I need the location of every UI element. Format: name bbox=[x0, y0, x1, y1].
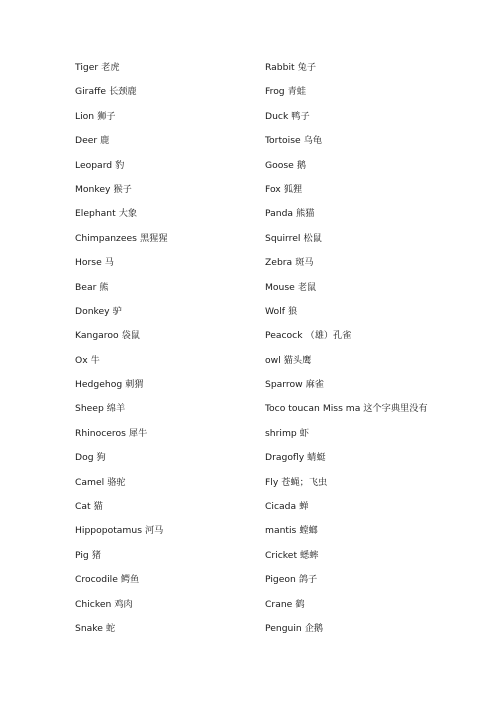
chinese-word: 猴子 bbox=[113, 183, 132, 195]
english-word: Bear bbox=[75, 281, 97, 293]
vocab-entry bbox=[265, 351, 495, 375]
vocab-entry bbox=[265, 424, 495, 448]
vocab-entry bbox=[75, 546, 255, 570]
chinese-word: 老虎 bbox=[101, 62, 120, 73]
english-word: Dragofly bbox=[265, 452, 305, 464]
vocab-entry bbox=[75, 82, 255, 106]
chinese-word: 马 bbox=[104, 257, 114, 269]
vocab-entry bbox=[265, 570, 495, 594]
english-word: Ox bbox=[75, 354, 88, 366]
vocab-entry bbox=[265, 131, 495, 155]
vocab-entry bbox=[75, 351, 255, 375]
chinese-word: 河马 bbox=[145, 525, 164, 537]
vocab-entry bbox=[75, 253, 255, 277]
english-word: Mouse bbox=[265, 281, 295, 293]
vocab-entry bbox=[265, 180, 495, 204]
chinese-word: 蟋蟀 bbox=[300, 549, 319, 561]
english-word: Panda bbox=[265, 208, 294, 220]
chinese-word: 狗 bbox=[96, 452, 106, 464]
chinese-word: 长颈鹿 bbox=[109, 86, 137, 98]
vocab-entry bbox=[75, 58, 255, 82]
vocabulary-list-left bbox=[75, 58, 255, 643]
chinese-word: 刺猬 bbox=[125, 379, 144, 391]
vocab-entry bbox=[75, 131, 255, 155]
english-word: Sparrow bbox=[265, 379, 303, 391]
english-word: Cat bbox=[75, 501, 91, 513]
english-word: Squirrel bbox=[265, 232, 301, 244]
chinese-word: 兔子 bbox=[297, 62, 317, 73]
vocab-entry bbox=[265, 302, 495, 326]
vocab-entry bbox=[265, 278, 495, 302]
english-word: Goose bbox=[265, 159, 294, 171]
chinese-word: 麻雀 bbox=[305, 379, 324, 391]
vocab-entry bbox=[75, 180, 255, 204]
vocab-entry bbox=[265, 473, 495, 497]
vocab-entry bbox=[75, 229, 255, 253]
english-word: Hedgehog bbox=[75, 379, 123, 391]
english-word: Crane bbox=[265, 598, 293, 610]
chinese-word: 绵羊 bbox=[106, 403, 126, 415]
vocab-entry bbox=[75, 107, 255, 131]
english-word: Rhinoceros bbox=[75, 427, 126, 439]
vocab-entry bbox=[265, 521, 495, 545]
vocab-entry bbox=[75, 448, 255, 472]
chinese-word: 螳螂 bbox=[299, 525, 318, 537]
chinese-word: 猫头鹰 bbox=[283, 354, 312, 366]
chinese-word: 大象 bbox=[118, 208, 138, 220]
english-word: Sheep bbox=[75, 403, 104, 415]
english-word: Snake bbox=[75, 622, 103, 634]
vocab-entry bbox=[75, 473, 255, 497]
english-word: Monkey bbox=[75, 183, 111, 195]
chinese-word: （雄）孔雀 bbox=[305, 330, 352, 342]
chinese-word: 鹅 bbox=[296, 159, 306, 171]
vocab-entry bbox=[75, 302, 255, 326]
vocab-entry bbox=[75, 570, 255, 594]
english-word: Cicada bbox=[265, 501, 297, 513]
vocab-entry bbox=[265, 82, 495, 106]
chinese-word: 鸡肉 bbox=[114, 598, 133, 610]
english-word: Pigeon bbox=[265, 574, 296, 586]
vocab-entry bbox=[75, 156, 255, 180]
english-word: Leopard bbox=[75, 159, 113, 171]
vocab-entry bbox=[75, 278, 255, 302]
chinese-word: 斑马 bbox=[295, 257, 314, 269]
english-word: Rabbit bbox=[265, 62, 295, 73]
chinese-word: 苍蝇；飞虫 bbox=[281, 476, 328, 488]
english-word: owl bbox=[265, 354, 281, 366]
english-word: Tiger bbox=[75, 62, 99, 73]
chinese-word: 狼 bbox=[287, 305, 298, 317]
english-word: Pig bbox=[75, 549, 89, 561]
english-word: Hippopotamus bbox=[75, 525, 142, 537]
english-word: Fly bbox=[265, 476, 279, 488]
vocab-entry bbox=[75, 424, 255, 448]
vocab-entry bbox=[75, 521, 255, 545]
english-word: Chimpanzees bbox=[75, 232, 137, 244]
english-word: Tortoise bbox=[265, 135, 301, 147]
chinese-word: 牛 bbox=[90, 354, 100, 366]
chinese-word: 豹 bbox=[115, 159, 125, 171]
chinese-word: 松鼠 bbox=[303, 232, 322, 244]
vocab-entry bbox=[265, 619, 495, 643]
english-word: Giraffe bbox=[75, 86, 107, 98]
chinese-word: 虾 bbox=[299, 427, 309, 439]
chinese-word: 狐狸 bbox=[283, 183, 303, 195]
english-word: Frog bbox=[265, 86, 285, 98]
vocab-entry bbox=[75, 204, 255, 228]
vocab-entry bbox=[265, 448, 495, 472]
english-word: Horse bbox=[75, 257, 102, 269]
chinese-word: 猪 bbox=[91, 549, 101, 561]
english-word: Camel bbox=[75, 476, 105, 488]
vocab-entry bbox=[265, 107, 495, 131]
chinese-word: 老鼠 bbox=[297, 281, 317, 293]
english-word: shrimp bbox=[265, 427, 297, 439]
english-word: Penguin bbox=[265, 622, 302, 634]
vocab-entry bbox=[265, 253, 495, 277]
english-word: Fox bbox=[265, 183, 281, 195]
english-word: Deer bbox=[75, 135, 98, 147]
chinese-word: 猫 bbox=[93, 501, 103, 513]
english-word: Dog bbox=[75, 452, 94, 464]
vocabulary-list-right bbox=[265, 58, 495, 643]
chinese-word: 犀牛 bbox=[128, 427, 148, 439]
vocab-entry bbox=[265, 546, 495, 570]
english-word: Crocodile bbox=[75, 574, 118, 586]
chinese-word: 袋鼠 bbox=[121, 330, 140, 342]
english-word: Peacock bbox=[265, 330, 303, 342]
chinese-word: Miss ma 这个字典里没有 bbox=[322, 403, 428, 415]
vocab-entry bbox=[75, 595, 255, 619]
english-word: Chicken bbox=[75, 598, 112, 610]
vocab-entry bbox=[265, 497, 495, 521]
vocab-entry bbox=[75, 375, 255, 399]
chinese-word: 驴 bbox=[112, 305, 122, 317]
english-word: Toco toucan bbox=[265, 403, 320, 415]
english-word: Duck bbox=[265, 110, 289, 122]
vocab-entry bbox=[75, 326, 255, 350]
vocab-entry bbox=[265, 375, 495, 399]
chinese-word: 熊 bbox=[99, 281, 109, 293]
chinese-word: 黑猩猩 bbox=[139, 232, 168, 244]
vocab-entry bbox=[75, 497, 255, 521]
vocab-entry bbox=[75, 399, 255, 423]
english-word: Lion bbox=[75, 110, 95, 122]
english-word: mantis bbox=[265, 525, 297, 537]
vocab-entry bbox=[265, 399, 495, 423]
chinese-word: 熊猫 bbox=[296, 208, 315, 220]
chinese-word: 蝉 bbox=[299, 501, 309, 513]
english-word: Zebra bbox=[265, 257, 293, 269]
chinese-word: 企鹅 bbox=[304, 622, 324, 634]
english-word: Elephant bbox=[75, 208, 116, 220]
chinese-word: 骆驼 bbox=[107, 476, 126, 488]
vocab-entry bbox=[265, 204, 495, 228]
chinese-word: 乌龟 bbox=[303, 135, 323, 147]
chinese-word: 鹿 bbox=[100, 135, 110, 147]
chinese-word: 鸽子 bbox=[298, 574, 318, 586]
vocab-entry bbox=[265, 326, 495, 350]
vocab-entry bbox=[265, 58, 495, 82]
chinese-word: 蜻蜓 bbox=[307, 452, 326, 464]
english-word: Donkey bbox=[75, 305, 110, 317]
vocab-entry bbox=[265, 229, 495, 253]
vocab-entry bbox=[265, 156, 495, 180]
chinese-word: 鳄鱼 bbox=[120, 574, 140, 586]
vocab-entry bbox=[265, 595, 495, 619]
chinese-word: 青蛙 bbox=[287, 86, 307, 98]
english-word: Wolf bbox=[265, 305, 285, 317]
chinese-word: 鸭子 bbox=[291, 110, 310, 122]
english-word: Kangaroo bbox=[75, 330, 119, 342]
chinese-word: 狮子 bbox=[97, 110, 116, 122]
chinese-word: 蛇 bbox=[105, 622, 116, 634]
chinese-word: 鹤 bbox=[295, 598, 305, 610]
vocab-entry bbox=[75, 619, 255, 643]
english-word: Cricket bbox=[265, 549, 298, 561]
